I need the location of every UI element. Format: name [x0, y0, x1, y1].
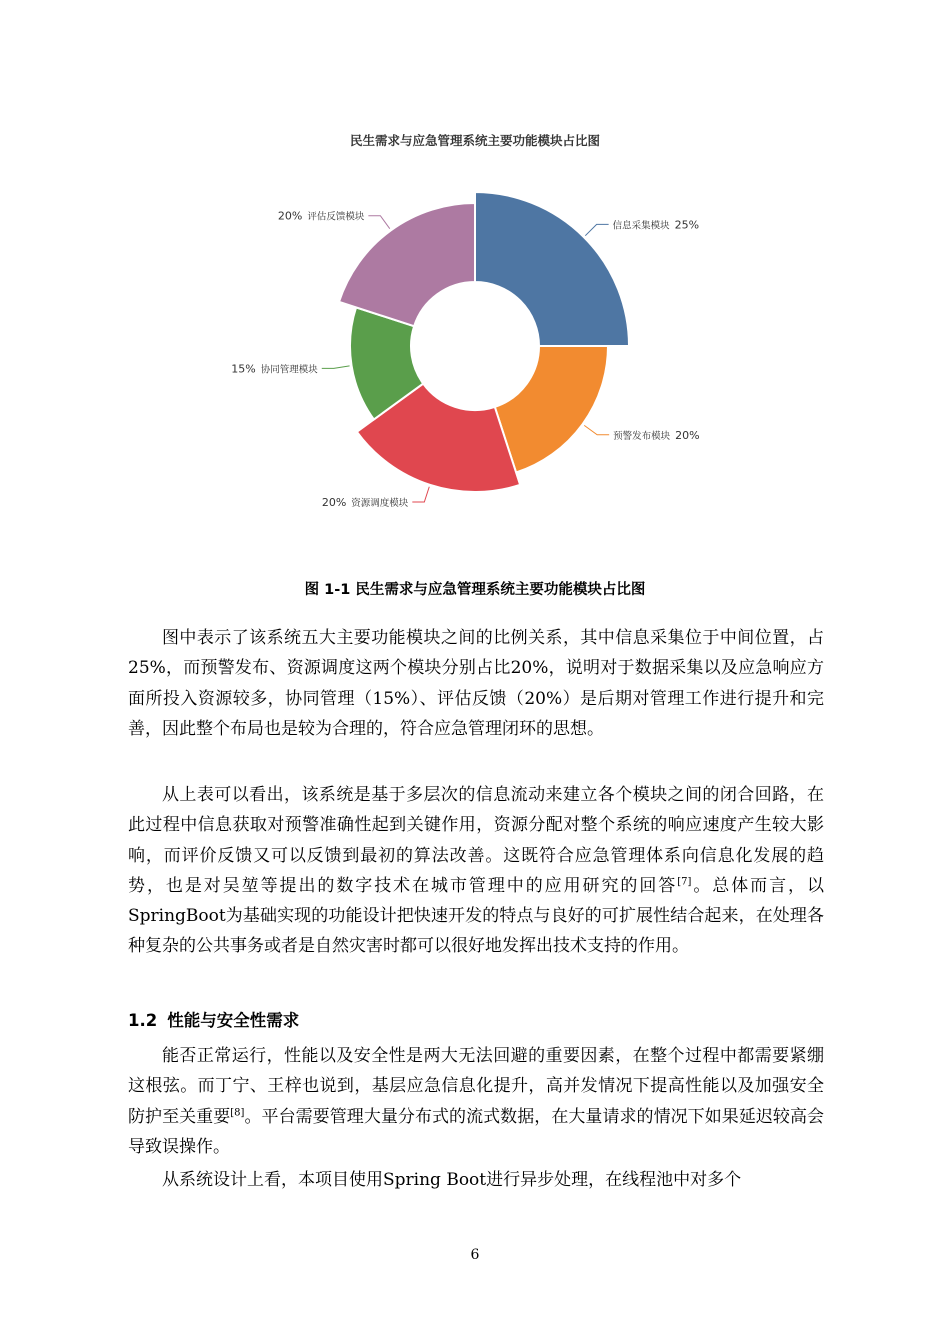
slice-leader-line-2 — [584, 425, 609, 434]
slice-label-3 — [322, 496, 409, 509]
citation-7[interactable]: [7] — [677, 876, 692, 888]
slice-label-name-3: 资源调度模块 — [351, 497, 409, 509]
slice-leader-line-1 — [585, 224, 608, 235]
citation-8[interactable]: [8] — [230, 1106, 245, 1118]
paragraph-3 — [128, 1041, 824, 1162]
pie-slice-1 — [475, 192, 629, 346]
slice-label-name-5: 评估反馈模块 — [307, 211, 365, 223]
slice-leader-line-4 — [322, 366, 350, 369]
slice-label-5 — [278, 210, 365, 223]
page-number: 6 — [470, 1247, 480, 1263]
slice-label-value-3: 20% — [321, 495, 347, 509]
slice-label-value-4: 15% — [231, 362, 256, 376]
section-number: 1.2 — [128, 1011, 158, 1030]
paragraph-3-text-b: 。平台需要管理大量分布式的流式数据，在大量请求的情况下如果延迟较高会导致误操作。 — [128, 1106, 825, 1157]
figure-caption: 图 1-1 民生需求与应急管理系统主要功能模块占比图 — [304, 582, 646, 598]
slice-leader-line-5 — [368, 216, 389, 229]
slice-leader-line-3 — [412, 487, 429, 502]
slice-label-value-2: 20% — [675, 428, 700, 442]
slice-label-value-5: 20% — [277, 209, 303, 223]
paragraph-1 — [128, 623, 824, 744]
chart-title: 民生需求与应急管理系统主要功能模块占比图 — [349, 133, 601, 148]
module-share-donut-chart — [200, 125, 750, 535]
paragraph-3-text-a: 能否正常运行，性能以及安全性是两大无法回避的重要因素，在整个过程中都需要紧绷这根弦。而丁宁、王梓也说到，基层应急信息化提升，高并发情况下提高性能以及加强安全防护至关重要 — [128, 1046, 824, 1127]
paragraph-2 — [128, 780, 824, 962]
slice-label-2 — [613, 429, 699, 442]
slice-label-name-4: 协同管理模块 — [260, 364, 318, 376]
paragraph-4-text: 从系统设计上看，本项目使用Spring Boot进行异步处理，在线程池中对多个 — [162, 1170, 742, 1190]
paragraph-2-text-b: 。总体而言，以SpringBoot为基础实现的功能设计把快速开发的特点与良好的可扩展性结合起来，在处理各种复杂的公共事务或者是自然灾害时都可以很好地发挥出技术支持的作用。 — [128, 875, 824, 957]
slice-label-name-1: 信息采集模块 — [612, 220, 670, 232]
section-title: 性能与安全性需求 — [167, 1011, 300, 1030]
paragraph-4 — [128, 1165, 824, 1195]
paragraph-2-text-a: 从上表可以看出，该系统是基于多层次的信息流动来建立各个模块之间的闭合回路，在此过程中信息获取对预警准确性起到关键作用，资源分配对整个系统的响应速度产生较大影响，而评价反馈又可以反馈到最初的算法改善。这既符合应急管理体系向信息化发展的趋势，也是对吴堃等提出的数字技术在城市管理中的应用研究的回答 — [128, 785, 824, 896]
paragraph-1-text: 图中表示了该系统五大主要功能模块之间的比例关系，其中信息采集位于中间位置，占25%，而预警发布、资源调度这两个模块分别占比20%，说明对于数据采集以及应急响应方面所投入资源较多，协同管理（15%）、评估反馈（20%）是后期对管理工作进行提升和完善，因此整个布局也是较为合理的，符合应急管理闭环的思想。 — [128, 628, 824, 739]
slice-label-4 — [231, 362, 318, 375]
slice-label-name-2: 预警发布模块 — [613, 430, 671, 442]
slice-label-1 — [613, 218, 699, 231]
pie-slice-2 — [495, 346, 608, 472]
section-heading — [128, 1007, 299, 1031]
slice-label-value-1: 25% — [674, 218, 700, 232]
